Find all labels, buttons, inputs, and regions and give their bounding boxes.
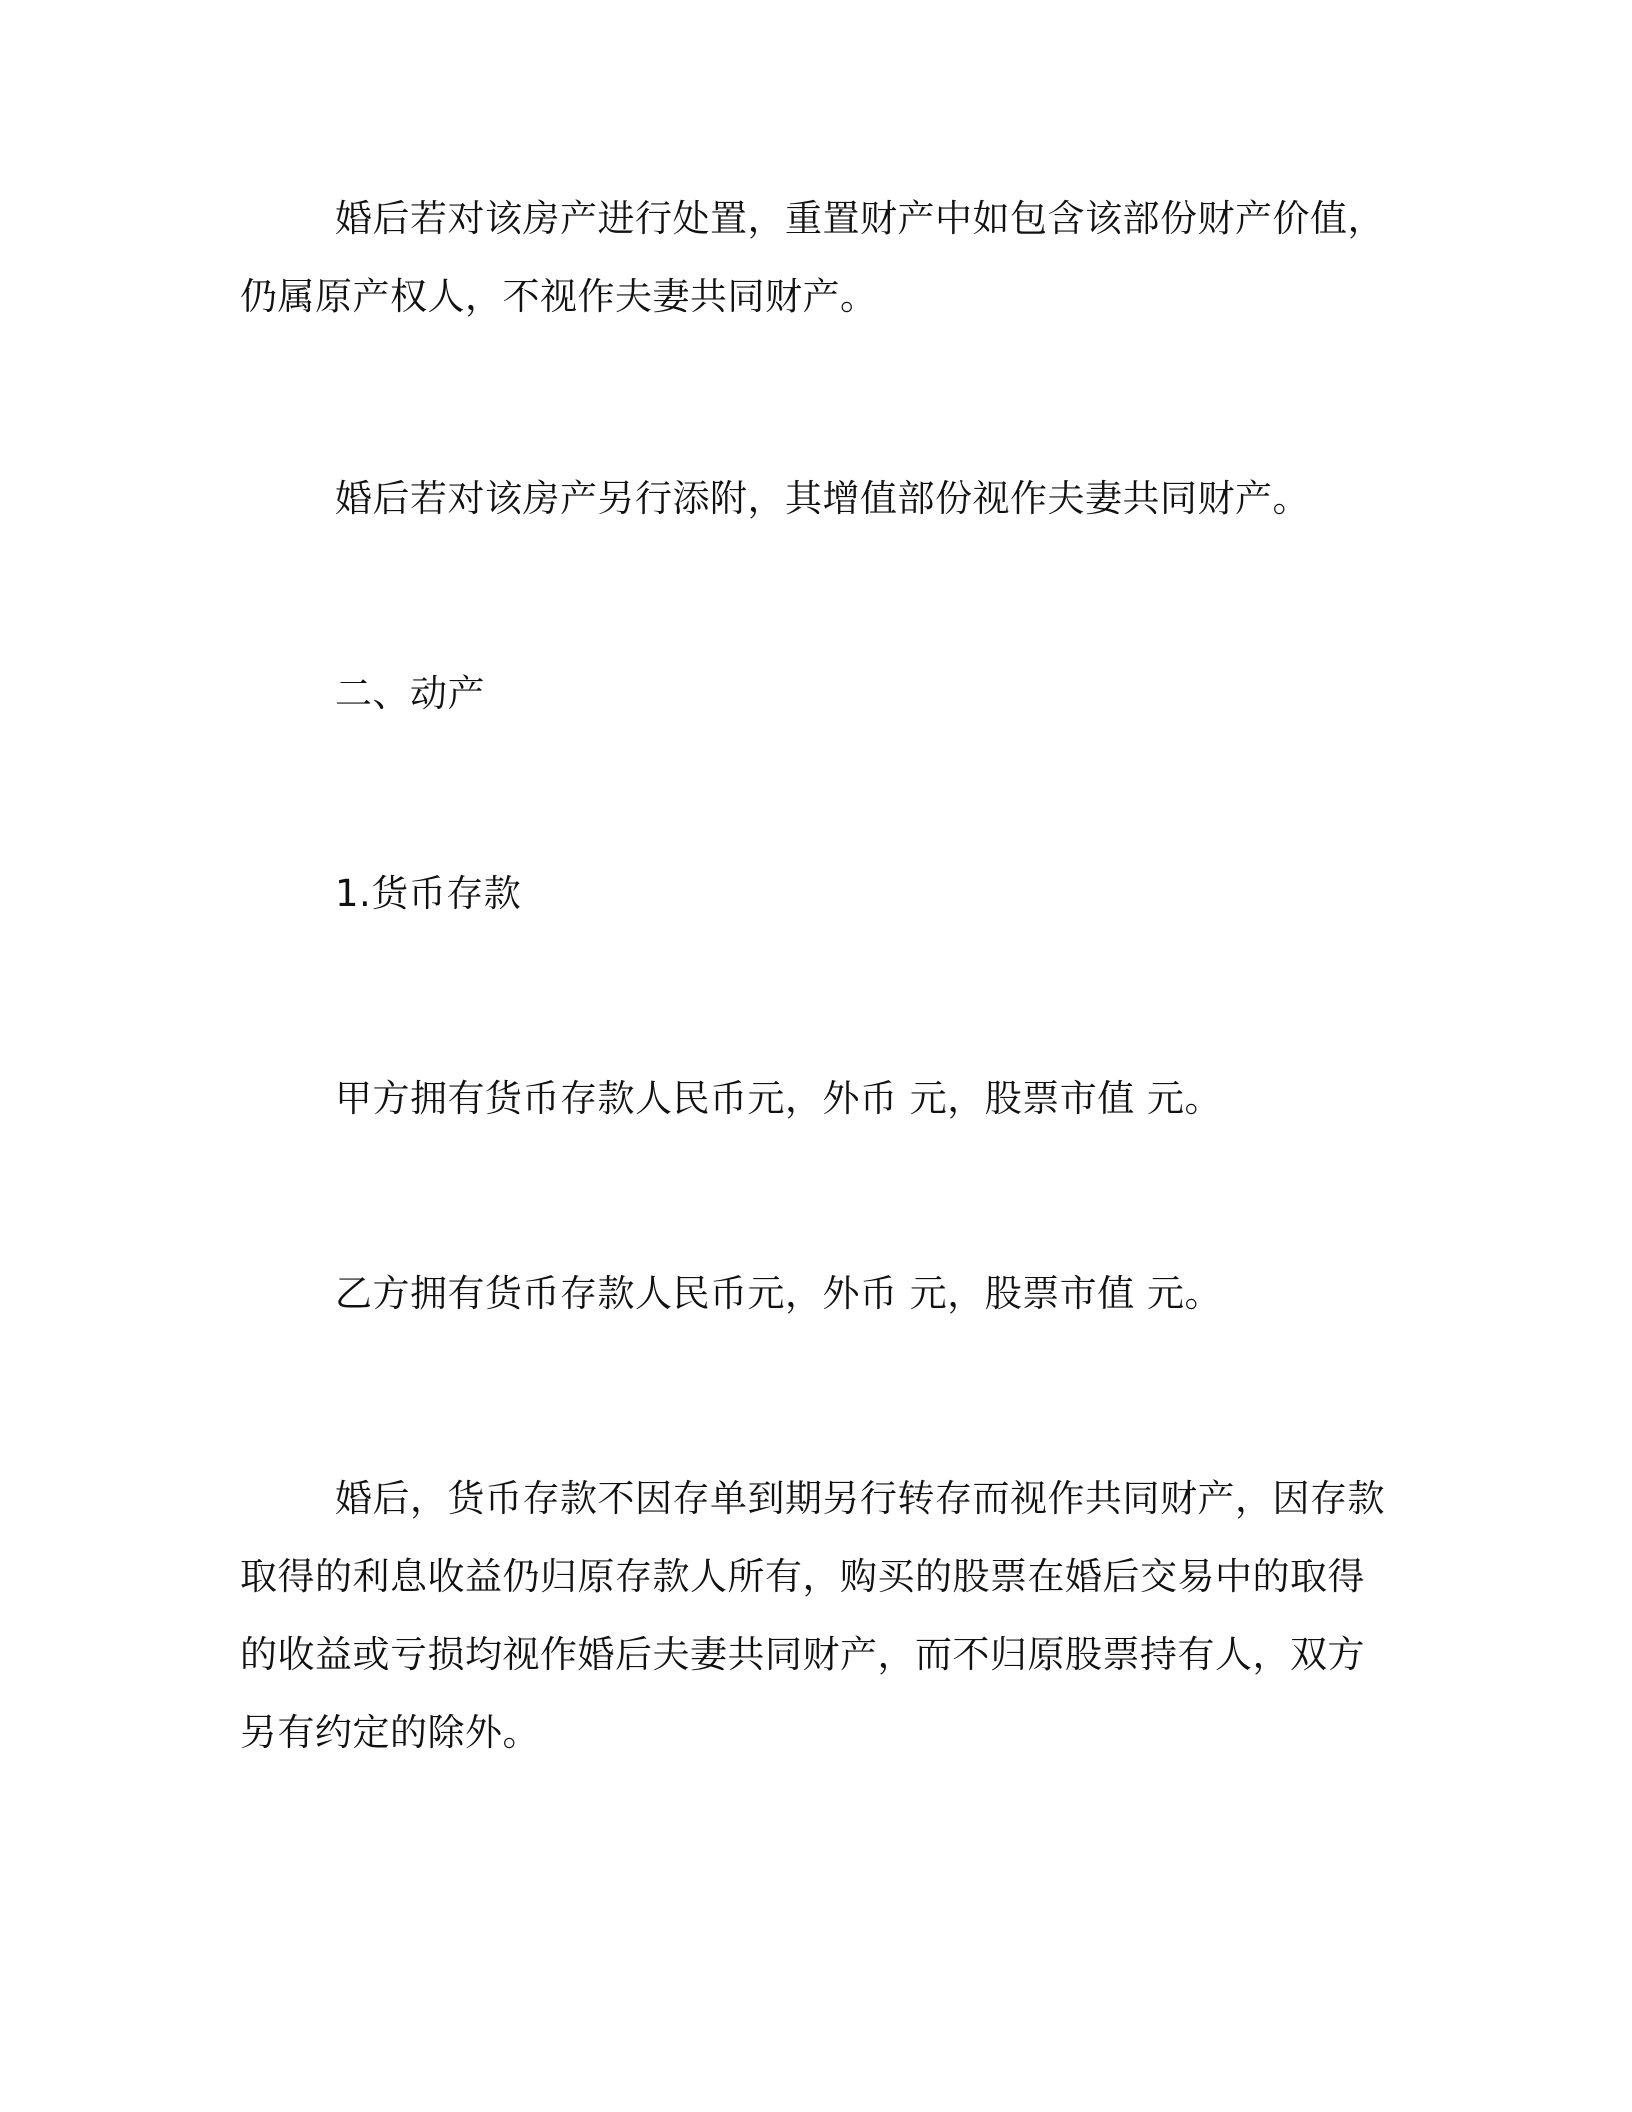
text-line: 婚后，货币存款不因存单到期另行转存而视作共同财产，因存款 — [335, 1477, 1385, 1520]
subsection-heading-deposits — [240, 855, 1390, 933]
paragraph-property-disposal — [240, 180, 1390, 336]
text-line: 婚后若对该房产另行添附，其增值部份视作夫妻共同财产。 — [335, 477, 1310, 520]
text-line: 乙方拥有货币存款人民币元，外币 元，股票市值 元。 — [335, 1272, 1223, 1315]
heading-text: 1.货币存款 — [335, 872, 522, 915]
text-line: 甲方拥有货币存款人民币元，外币 元，股票市值 元。 — [335, 1077, 1223, 1120]
heading-text: 二、动产 — [335, 672, 485, 715]
text-line: 的收益或亏损均视作婚后夫妻共同财产，而不归原股票持有人，双方 — [240, 1633, 1365, 1676]
paragraph-party-a-assets — [240, 1060, 1390, 1138]
text-line: 取得的利息收益仍归原存款人所有，购买的股票在婚后交易中的取得 — [240, 1555, 1365, 1598]
paragraph-deposit-terms — [240, 1460, 1390, 1772]
section-heading-movable-property — [240, 655, 1390, 733]
text-line: 仍属原产权人，不视作夫妻共同财产。 — [240, 275, 878, 318]
text-line: 婚后若对该房产进行处置，重置财产中如包含该部份财产价值， — [335, 197, 1385, 240]
text-line: 另有约定的除外。 — [240, 1711, 540, 1754]
paragraph-party-b-assets — [240, 1255, 1390, 1333]
paragraph-property-addition — [240, 460, 1390, 538]
